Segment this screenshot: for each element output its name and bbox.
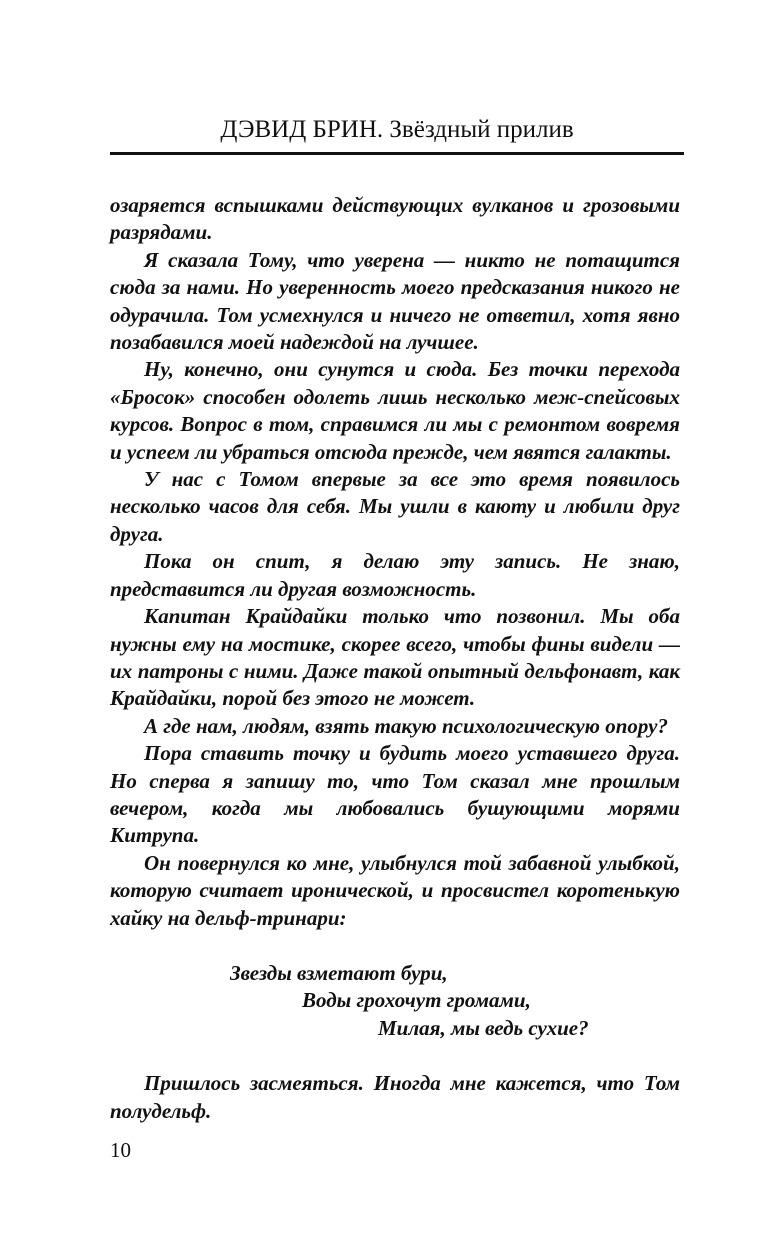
page-number: 10 — [110, 1138, 131, 1162]
haiku — [110, 960, 680, 1042]
running-title: ДЭВИД БРИН. Звёздный прилив — [220, 116, 574, 143]
header-rule — [110, 152, 684, 155]
body-text — [110, 192, 680, 1125]
paragraph: Пора ставить точку и будить моего уставшего друга. Но сперва я запишу то, что Том сказал мне прошлым вечером, когда мы любовались бушующими морями Китрупа. — [110, 741, 680, 848]
paragraph: озаряется вспышками действующих вулканов и грозовыми разрядами. — [110, 193, 680, 245]
paragraph: Ну, конечно, они сунутся и сюда. Без точки перехода «Бросок» способен одолеть лишь несколько меж-спейсовых курсов. Вопрос в том, справимся ли мы с ремонтом вовремя и успеем ли убраться отсюда прежде, чем явятся галакты. — [110, 357, 680, 464]
paragraph: Пока он спит, я делаю эту запись. Не знаю, представится ли другая возможность. — [110, 549, 680, 601]
haiku-line: Звезды взметают бури, — [230, 960, 448, 985]
paragraph: У нас с Томом впервые за все это время появилось несколько часов для себя. Мы ушли в каюту и любили друг друга. — [110, 467, 680, 546]
paragraph: Капитан Крайдайки только что позвонил. Мы оба нужны ему на мостике, скорее всего, чтобы фины видели — их патроны с ними. Даже такой опытный дельфонавт, как Крайдайки, порой без этого не может. — [110, 604, 680, 711]
paragraph: Я сказала Тому, что уверена — никто не потащится сюда за нами. Но уверенность моего предсказания никого не одурачила. Том усмехнулся и ничего не ответил, хотя явно позабавился моей надеждой на лучшее. — [110, 247, 680, 355]
haiku-line: Воды грохочут громами, — [302, 988, 531, 1013]
paragraph: Пришлось засмеяться. Иногда мне кажется, что Том полудельф. — [110, 1071, 680, 1123]
paragraph: Он повернулся ко мне, улыбнулся той забавной улыбкой, которую считает иронической, и просвистел коротенькую хайку на дельф-тринари: — [110, 850, 680, 930]
haiku-line: Милая, мы ведь сухие? — [378, 1015, 589, 1040]
paragraph: А где нам, людям, взять такую психологическую опору? — [144, 713, 668, 738]
